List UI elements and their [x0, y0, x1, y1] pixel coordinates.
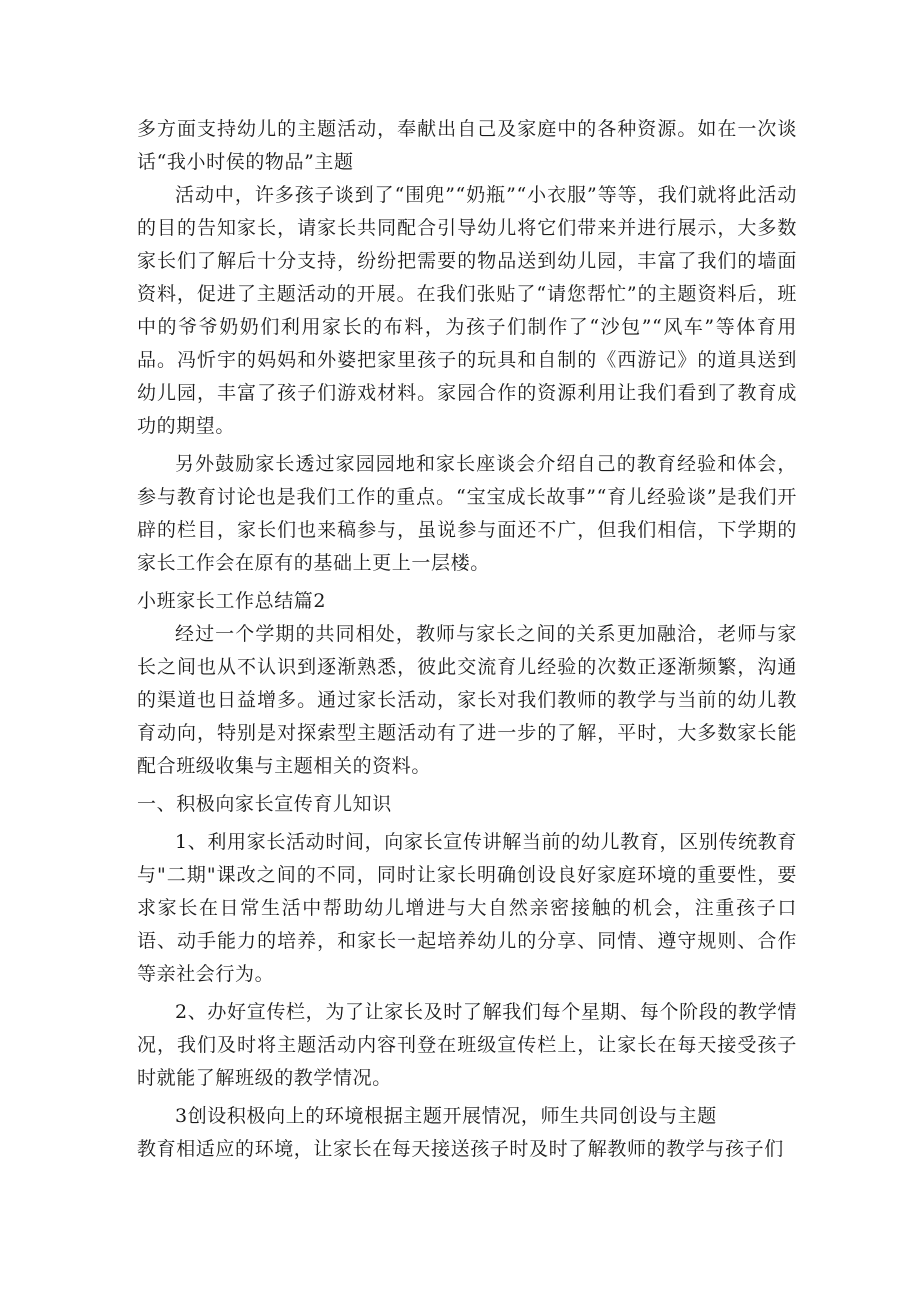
paragraph-4: 经过一个学期的共同相处，教师与家长之间的关系更加融洽，老师与家长之间也从不认识到逐渐熟悉，彼此交流育儿经验的次数正逐渐频繁，沟通的渠道也日益增多。通过家长活动，家长对我们教师的教学与当前的幼儿教育动向，特别是对探索型主题活动有了进一步的了解，平时，大多数家长能配合班级收集与主题相关的资料。 [137, 623, 797, 777]
section-title: 小班家长工作总结篇2 [137, 590, 327, 612]
paragraph-1: 多方面支持幼儿的主题活动，奉献出自己及家庭中的各种资源。如在一次谈话“我小时侯的物品”主题 [137, 118, 797, 173]
paragraph-7: 3创设积极向上的环境根据主题开展情况，师生共同创设与主题 [175, 1105, 717, 1127]
paragraph-2: 活动中，许多孩子谈到了“围兜”“奶瓶”“小衣服”等等，我们就将此活动的目的告知家长，请家长共同配合引导幼儿将它们带来并进行展示，大多数家长们了解后十分支持，纷纷把需要的物品送到幼儿园，丰富了我们的墙面资料，促进了主题活动的开展。在我们张贴了“请您帮忙”的主题资料后，班中的爷爷奶奶们利用家长的布料，为孩子们制作了“沙包”“风车”等体育用品。冯忻宇的妈妈和外婆把家里孩子的玩具和自制的《西游记》的道具送到幼儿园，丰富了孩子们游戏材料。家园合作的资源利用让我们看到了教育成功的期望。 [137, 184, 797, 437]
subheading-1: 一、积极向家长宣传育儿知识 [137, 793, 392, 815]
paragraph-5: 1、利用家长活动时间，向家长宣传讲解当前的幼儿教育，区别传统教育与"二期"课改之间的不同，同时让家长明确创设良好家庭环境的重要性，要求家长在日常生活中帮助幼儿增进与大自然亲密接触的机会，注重孩子口语、动手能力的培养，和家长一起培养幼儿的分享、同情、遵守规则、合作等亲社会行为。 [137, 831, 797, 985]
document-body [137, 113, 797, 1166]
paragraph-3: 另外鼓励家长透过家园园地和家长座谈会介绍自己的教育经验和体会，参与教育讨论也是我们工作的重点。“宝宝成长故事”“育儿经验谈”是我们开辟的栏目，家长们也来稿参与，虽说参与面还不广，但我们相信，下学期的家长工作会在原有的基础上更上一层楼。 [137, 453, 797, 574]
paragraph-6: 2、办好宣传栏，为了让家长及时了解我们每个星期、每个阶段的教学情况，我们及时将主题活动内容刊登在班级宣传栏上，让家长在每天接受孩子时就能了解班级的教学情况。 [137, 1001, 797, 1089]
paragraph-8: 教育相适应的环境，让家长在每天接送孩子时及时了解教师的教学与孩子们 [137, 1138, 784, 1160]
